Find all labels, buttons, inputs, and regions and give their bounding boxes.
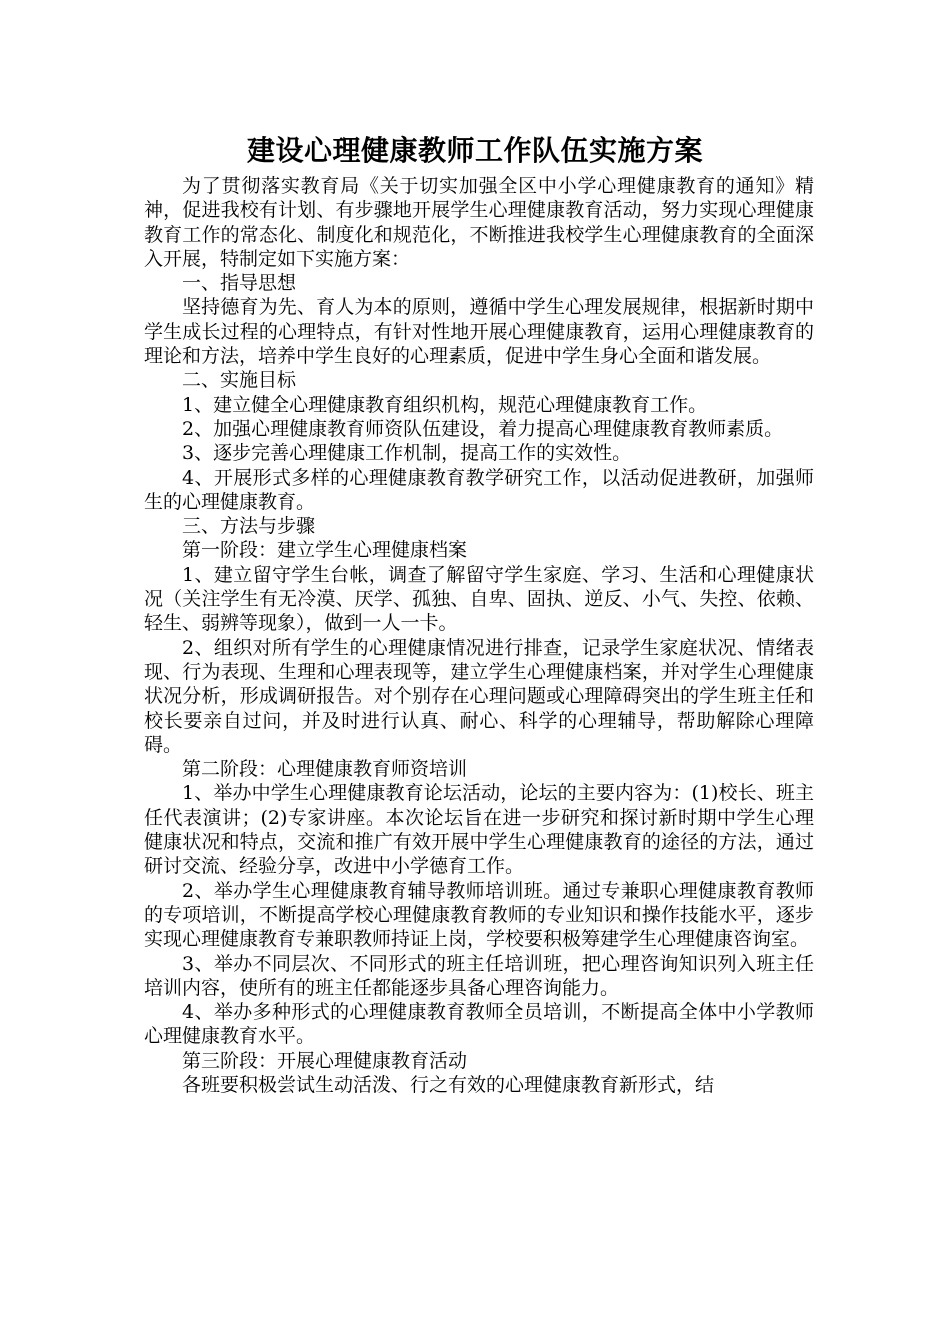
objective-item-1: 1、建立健全心理健康教育组织机构，规范心理健康教育工作。 <box>182 393 708 416</box>
objective-item-2: 2、加强心理健康教育师资队伍建设，着力提高心理健康教育教师素质。 <box>182 417 784 440</box>
stage1-item-1: 1、建立留守学生台帐，调查了解留守学生家庭、学习、生活和心理健康状况（关注学生有无冷漠、厌学、孤独、自卑、固执、逆反、小气、失控、依赖、轻生、弱辨等现象），做到一人一卡。 <box>144 563 814 635</box>
section-heading-guiding-ideology: 一、指导思想 <box>182 272 297 295</box>
stage-heading-3: 第三阶段：开展心理健康教育活动 <box>182 1049 468 1072</box>
document-body <box>144 174 814 1097</box>
stage2-item-3: 3、举办不同层次、不同形式的班主任培训班，把心理咨询知识列入班主任培训内容，使所有的班主任都能逐步具备心理咨询能力。 <box>144 952 814 999</box>
stage2-item-2: 2、举办学生心理健康教育辅导教师培训班。通过专兼职心理健康教育教师的专项培训，不断提高学校心理健康教育教师的专业知识和操作技能水平，逐步实现心理健康教育专兼职教师持证上岗，学校要积极筹建学生心理健康咨询室。 <box>144 879 814 951</box>
stage-heading-2: 第二阶段：心理健康教育师资培训 <box>182 758 468 781</box>
section-heading-objectives: 二、实施目标 <box>182 369 297 392</box>
paragraph-guiding-ideology: 坚持德育为先、育人为本的原则，遵循中学生心理发展规律，根据新时期中学生成长过程的心理特点，有针对性地开展心理健康教育，运用心理健康教育的理论和方法，培养中学生良好的心理素质，促进中学生身心全面和谐发展。 <box>144 296 814 368</box>
stage-heading-1: 第一阶段：建立学生心理健康档案 <box>182 539 468 562</box>
section-heading-methods: 三、方法与步骤 <box>182 515 316 538</box>
document-title: 建设心理健康教师工作队伍实施方案 <box>246 134 703 167</box>
stage2-item-4: 4、举办多种形式的心理健康教育教师全员培训，不断提高全体中小学教师心理健康教育水平。 <box>144 1001 814 1048</box>
stage2-item-1: 1、举办中学生心理健康教育论坛活动，论坛的主要内容为：(1)校长、班主任代表演讲；(2)专家讲座。本次论坛旨在进一步研究和探讨新时期中学生心理健康状况和特点，交流和推广有效开展中学生心理健康教育的途径的方法，通过研讨交流、经验分享，改进中小学德育工作。 <box>144 782 814 878</box>
stage3-paragraph: 各班要积极尝试生动活泼、行之有效的心理健康教育新形式，结 <box>182 1073 715 1096</box>
objective-item-3: 3、逐步完善心理健康工作机制，提高工作的实效性。 <box>182 442 632 465</box>
objective-item-4: 4、开展形式多样的心理健康教育教学研究工作，以活动促进教研，加强师生的心理健康教育。 <box>144 466 814 513</box>
intro-paragraph: 为了贯彻落实教育局《关于切实加强全区中小学心理健康教育的通知》精神，促进我校有计划、有步骤地开展学生心理健康教育活动，努力实现心理健康教育工作的常态化、制度化和规范化，不断推进我校学生心理健康教育的全面深入开展，特制定如下实施方案： <box>144 175 814 270</box>
stage1-item-2: 2、组织对所有学生的心理健康情况进行排查，记录学生家庭状况、情绪表现、行为表现、生理和心理表现等，建立学生心理健康档案，并对学生心理健康状况分析，形成调研报告。对个别存在心理问题或心理障碍突出的学生班主任和校长要亲自过问，并及时进行认真、耐心、科学的心理辅导，帮助解除心理障碍。 <box>144 636 814 756</box>
